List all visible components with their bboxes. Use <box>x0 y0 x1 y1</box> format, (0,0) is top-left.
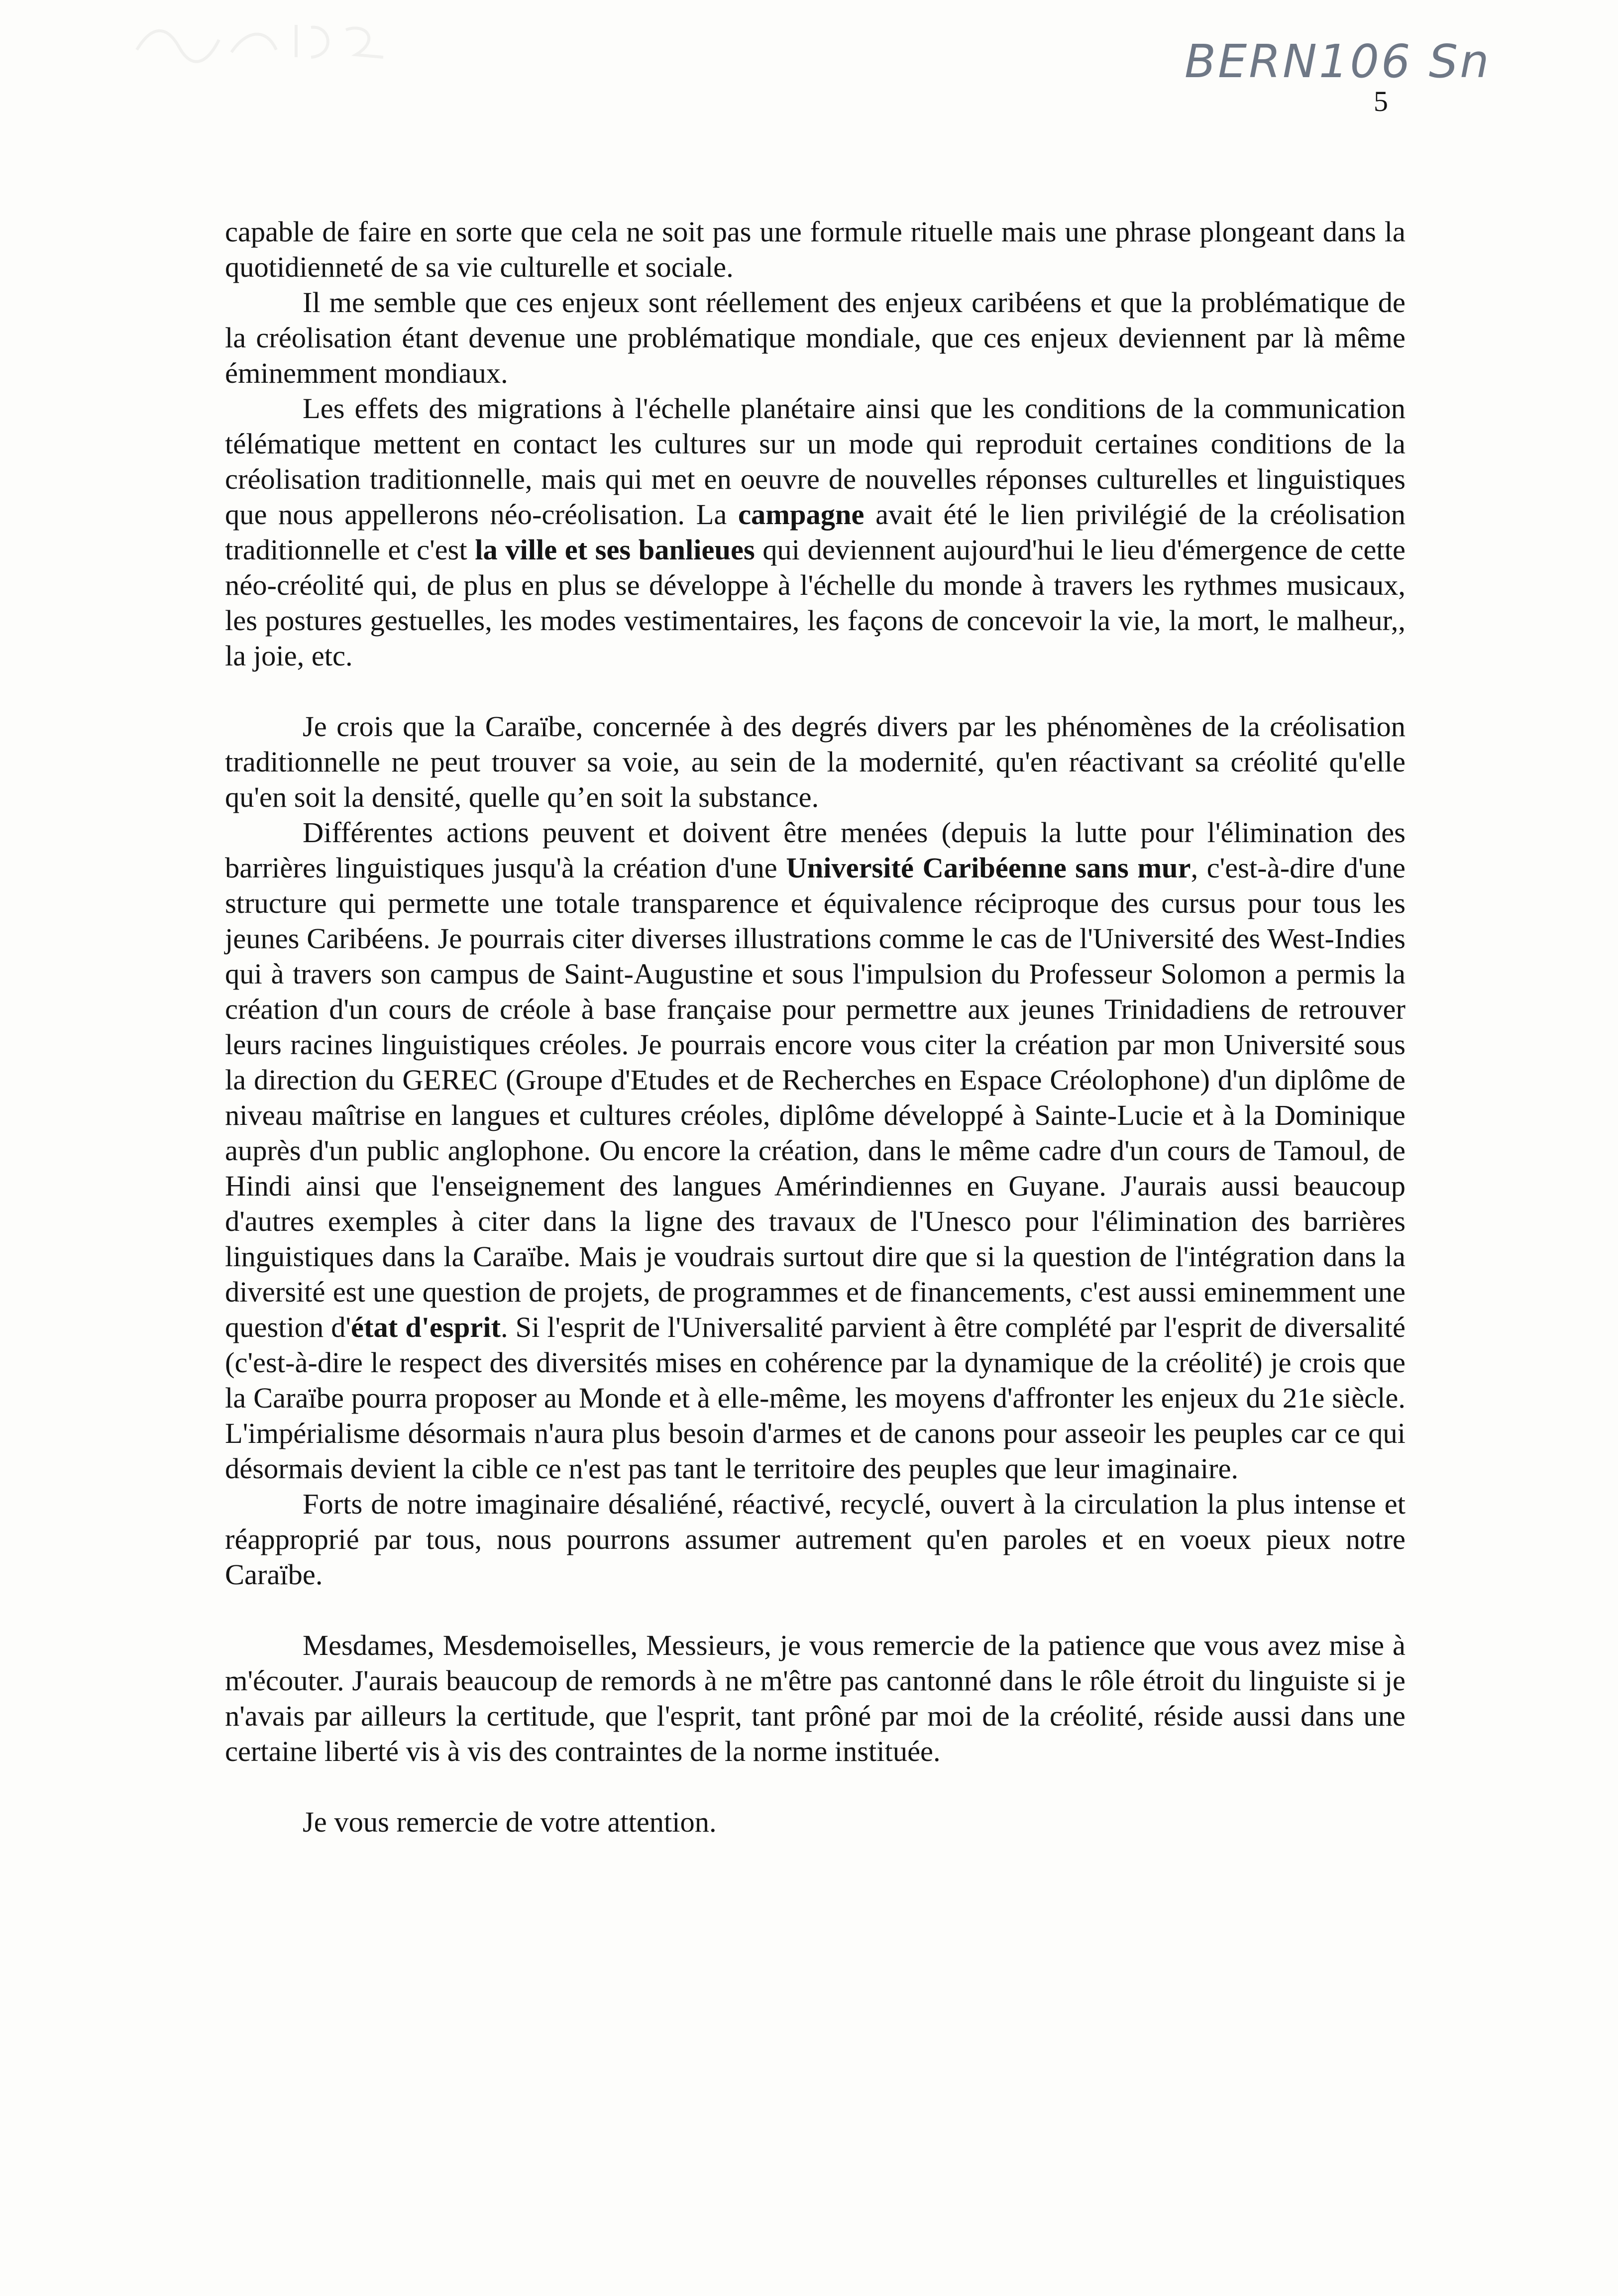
paragraph-5: Différentes actions peuvent et doivent être menées (depuis la lutte pour l'élimination des barrières linguistiques jusqu'à la création d'une Université Caribéenne sans mur, c'est-à-dire d'une structure qui permette une totale transparence et équivalence réciproque des cursus pour tous les jeunes Caribéens. Je pourrais citer diverses illustrations comme le cas de l'Université des West-Indies qui à travers son campus de Saint-Augustine et sous l'impulsion du Professeur Solomon a permis la création d'un cours de créole à base française pour permettre aux jeunes Trinidadiens de retrouver leurs racines linguistiques créoles. Je pourrais encore vous citer la création par mon Université sous la direction du GEREC (Groupe d'Etudes et de Recherches en Espace Créolophone) d'un diplôme de niveau maîtrise en langues et cultures créoles, diplôme développé à Sainte-Lucie et à la Dominique auprès d'un public anglophone. Ou encore la création, dans le même cadre d'un cours de Tamoul, de Hindi ainsi que l'enseignement des langues Amérindiennes en Guyane. J'aurais aussi beaucoup d'autres exemples à citer dans la ligne des travaux de l'Unesco pour l'élimination des barrières linguistiques dans la Caraïbe. Mais je voudrais surtout dire que si la question de l'intégration dans la diversité est une question de projets, de programmes et de financements, c'est aussi eminemment une question d'état d'esprit. Si l'esprit de l'Universalité parvient à être complété par l'esprit de diversalité (c'est-à-dire le respect des diversités mises en cohérence par la dynamique de la créolité) je crois que la Caraïbe pourra proposer au Monde et à elle-même, les moyens d'affronter les enjeux du 21e siècle. L'impérialisme désormais n'aura plus besoin d'armes et de canons pour asseoir les peuples car ce qui désormais devient la cible ce n'est pas tant le territoire des peuples que leur imaginaire. <box>225 816 1406 1485</box>
emphasis-ville-banlieues: la ville et ses banlieues <box>475 534 755 566</box>
emphasis-etat-esprit: état d'esprit <box>351 1311 501 1343</box>
emphasis-campagne: campagne <box>738 498 864 531</box>
svg-text:BERN106 Sn: BERN106 Sn <box>1185 35 1491 88</box>
paragraph-2: Il me semble que ces enjeux sont réellement des enjeux caribéens et que la problématique de la créolisation étant devenue une problématique mondiale, que ces enjeux deviennent par là même éminemment mondiaux. <box>225 286 1405 389</box>
paragraph-4: Je crois que la Caraïbe, concernée à des degrés divers par les phénomènes de la créolisation traditionnelle ne peut trouver sa voie, au sein de la modernité, qu'en réactivant sa créolité qu'elle qu'en soit la densité, quelle qu’en soit la substance. <box>225 710 1405 813</box>
page-number: 5 <box>1374 85 1388 117</box>
paragraph-7: Mesdames, Mesdemoiselles, Messieurs, je vous remercie de la patience que vous avez mise à m'écouter. J'aurais beaucoup de remords à ne m'être pas cantonné dans le rôle étroit du linguiste si je n'avais par ailleurs la certitude, que l'esprit, tant prôné par moi de la créolité, réside aussi dans une certaine liberté vis à vis des contraintes de la norme instituée. <box>225 1629 1405 1767</box>
paragraph-3: Les effets des migrations à l'échelle planétaire ainsi que les conditions de la communication télématique mettent en contact les cultures sur un mode qui reproduit certaines conditions de la créolisation traditionnelle, mais qui met en oeuvre de nouvelles réponses culturelles et linguistiques que nous appellerons néo-créolisation. La campagne avait été le lien privilégié de la créolisation traditionnelle et c'est la ville et ses banlieues qui deviennent aujourd'hui le lieu d'émergence de cette néo-créolité qui, de plus en plus se développe à l'échelle du monde à travers les rythmes musicaux, les postures gestuelles, les modes vestimentaires, les façons de concevoir la vie, la mort, le malheur,, la joie, etc. <box>225 392 1405 672</box>
emphasis-universite-caribeenne: Université Caribéenne sans mur <box>786 852 1191 884</box>
faint-stamp-mark <box>132 10 391 70</box>
handwritten-annotation <box>1175 20 1553 105</box>
paragraph-8: Je vous remercie de votre attention. <box>303 1806 717 1838</box>
paragraph-6: Forts de notre imaginaire désaliéné, réactivé, recyclé, ouvert à la circulation la plus intense et réapproprié par tous, nous pourrons assumer autrement qu'en paroles et en voeux pieux notre Caraïbe. <box>225 1488 1405 1591</box>
paragraph-1: capable de faire en sorte que cela ne soit pas une formule rituelle mais une phrase plongeant dans la quotidienneté de sa vie culturelle et sociale. <box>225 216 1405 283</box>
body-text <box>225 214 1405 1840</box>
